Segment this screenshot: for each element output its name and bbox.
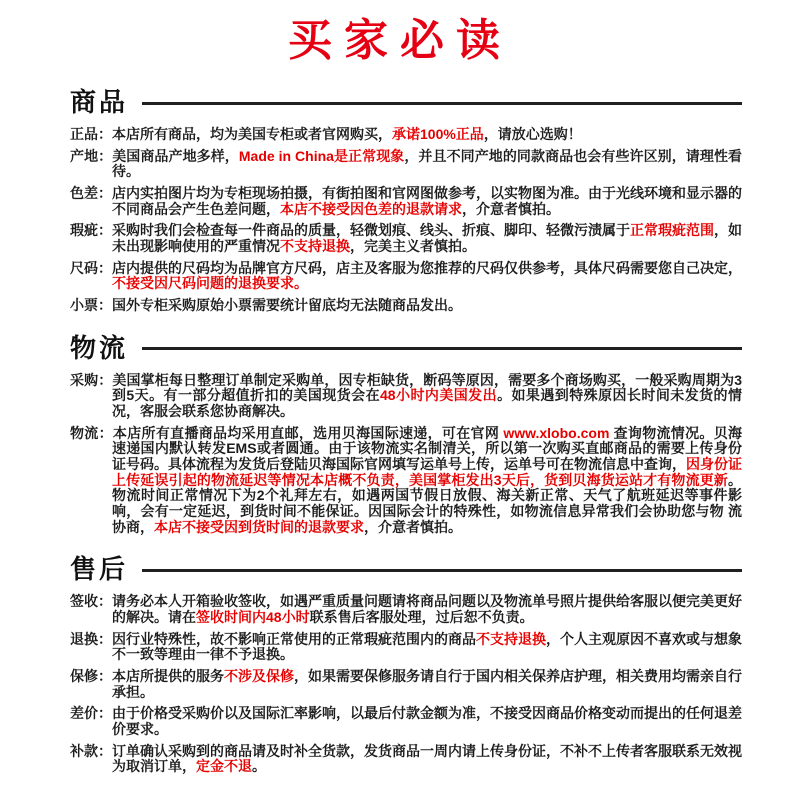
notice-item-chandi [70, 149, 742, 180]
body-text: ，请放心选购！ [483, 126, 582, 142]
body-text: 本店所有直播商品均采用直邮，选用贝海国际速递，可在官网 [112, 424, 504, 441]
notice-item-baoxiu [70, 669, 742, 700]
section-rule [142, 569, 742, 572]
section-rule [142, 347, 742, 350]
item-label: 保修： [70, 668, 112, 685]
body-text: ，介意者慎拍。 [364, 518, 462, 535]
item-label: 色差： [70, 185, 112, 202]
notice-item-caigou [70, 373, 742, 420]
section-heading: 商品 [70, 87, 129, 117]
highlight-text: 本店不接受因色差的退款请求 [280, 200, 462, 217]
highlight-text: 本店不接受因到货时间的退款要求 [154, 518, 364, 535]
body-text: ，介意者慎拍。 [462, 200, 560, 217]
highlight-text: 不支持退换 [476, 630, 546, 647]
body-text: 国外专柜采购原始小票需要统计留底均无法随商品发出。 [112, 297, 462, 314]
item-label: 物流： [70, 424, 113, 441]
body-text: 采购时我们会检查每一件商品的质量，轻微划痕、线头、折痕、脚印、轻微污渍属于 [112, 222, 630, 239]
body-text: 。物流时间正常情况下为2个礼拜左右，如遇两国节假日放假、海关新正常、天气了航班延迟等事件影响，会有一定延迟，到货时间不能保证。因国际会计的特殊性，如物流信息异常我们会协助您与物 流协商， [112, 471, 742, 535]
item-label: 瑕疵： [70, 222, 112, 239]
notice-item-bukuan [70, 744, 742, 775]
body-text: 本店所提供的服务 [112, 668, 224, 685]
body-text: 订单确认采购到的商品请及时补全货款，发货商品一周内请上传身份证，不补不上传者客服联系无效视为取消订单， [112, 742, 742, 775]
notice-item-qianshou [70, 594, 742, 625]
body-text: 本店所有商品，均为美国专柜或者官网购买， [112, 126, 392, 142]
page-title: 买家必读 [288, 16, 512, 65]
highlight-text: 不涉及保修 [224, 668, 294, 685]
item-label: 尺码： [70, 259, 112, 276]
notice-item-chajia [70, 706, 742, 737]
section-heading: 售后 [70, 554, 129, 585]
section-heading: 物流 [70, 332, 129, 363]
body-text: 店内提供的尺码均为品牌官方尺码，店主及客服为您推荐的尺码仅供参考，具体尺码需要您自己决定， [112, 259, 742, 276]
item-label: 退换： [70, 630, 112, 647]
body-text: ，个人主观原因不喜欢或与想象不一致等理由一律不予退换。 [112, 630, 742, 663]
item-label: 产地： [70, 147, 113, 164]
body-text: 联系售后客服处理，过后恕不负责。 [309, 609, 534, 626]
body-text: 因行业特殊性，故不影响正常使用的正常瑕疵范围内的商品 [112, 630, 476, 647]
notice-item-secha [70, 186, 742, 217]
section-header [70, 82, 742, 119]
body-text: 。 [252, 758, 266, 775]
item-label: 签收： [70, 593, 112, 610]
notice-item-chima [70, 261, 742, 292]
sections [70, 82, 742, 775]
body-text: 美国商品产地多样， [112, 147, 239, 164]
body-text: 店内实拍图片均为专柜现场拍摄，有街拍图和官网图做参考，以实物图为准。由于光线环境和显示器的不同商品会产生色差问题， [112, 185, 742, 217]
section-rule [142, 102, 742, 105]
body-text: ，如未出现影响使用的严重情况 [112, 222, 742, 255]
section-aftersale [70, 549, 742, 775]
section-header [70, 549, 742, 586]
item-label: 采购： [70, 371, 113, 388]
section-goods [70, 82, 742, 314]
highlight-text: Made in China是正常现象 [238, 147, 405, 164]
highlight-text: 因身份证上传延误引起的物流延迟等情况本店概不负责，美国掌柜发出3天后，货到贝海货运站才有物流更新 [112, 456, 742, 488]
notice-content [0, 82, 800, 775]
notice-item-tuihuan [70, 632, 742, 663]
item-label: 小票： [70, 297, 112, 314]
highlight-text: 正常瑕疵范围 [630, 222, 714, 239]
highlight-text: www.xlobo.com [503, 424, 610, 441]
highlight-text: 定金不退 [196, 758, 252, 775]
notice-item-xiaopiao [70, 298, 742, 314]
item-label: 差价： [70, 705, 112, 722]
section-logistics [70, 328, 742, 536]
highlight-text: 承诺100%正品 [392, 126, 484, 142]
highlight-text: 48小时内美国发出 [380, 387, 498, 404]
highlight-text: 不接受因尺码问题的退换要求。 [112, 275, 308, 292]
body-text: ，完美主义者慎拍。 [350, 238, 476, 255]
item-label: 正品： [70, 126, 112, 142]
body-text: 查询物流情况。贝海速递国内默认转发EMS或者圆通。由于该物流实名制清关，所以第一次购买直邮商品的需要上传身份证号码。具体流程为发货后登陆贝海国际官网填写运单号上传，运单号可在物流信息中查询， [112, 424, 743, 473]
body-text: 。如果遇到特殊原因长时间未发货的情况，客服会联系您协商解决。 [112, 387, 742, 420]
notice-item-xiaci [70, 223, 742, 254]
body-text: 由于价格受采购价以及国际汇率影响，以最后付款金额为准，不接受因商品价格变动而提出的任何退差价要求。 [112, 705, 742, 738]
body-text: 请务必本人开箱验收签收，如遇严重质量问题请将商品问题以及物流单号照片提供给客服以便完美更好的解决。请在 [112, 593, 742, 626]
item-label: 补款： [70, 742, 112, 759]
body-text: ，并且不同产地的同款商品也会有些许区别，请理性看待。 [112, 147, 743, 180]
highlight-text: 签收时间内48小时 [196, 609, 310, 626]
notice-item-wuliu [70, 426, 742, 536]
body-text: 美国掌柜每日整理订单制定采购单，因专柜缺货，断码等原因，需要多个商场购买，一般采购周期为3到5天。有一部分超值折扣的美国现货会在 [112, 371, 742, 404]
section-header [70, 328, 742, 365]
highlight-text: 不支持退换 [280, 238, 350, 255]
body-text: ，如果需要保修服务请自行于国内相关保养店护理，相关费用均需亲自行承担。 [112, 668, 742, 700]
notice-item-zhengpin [70, 127, 742, 143]
